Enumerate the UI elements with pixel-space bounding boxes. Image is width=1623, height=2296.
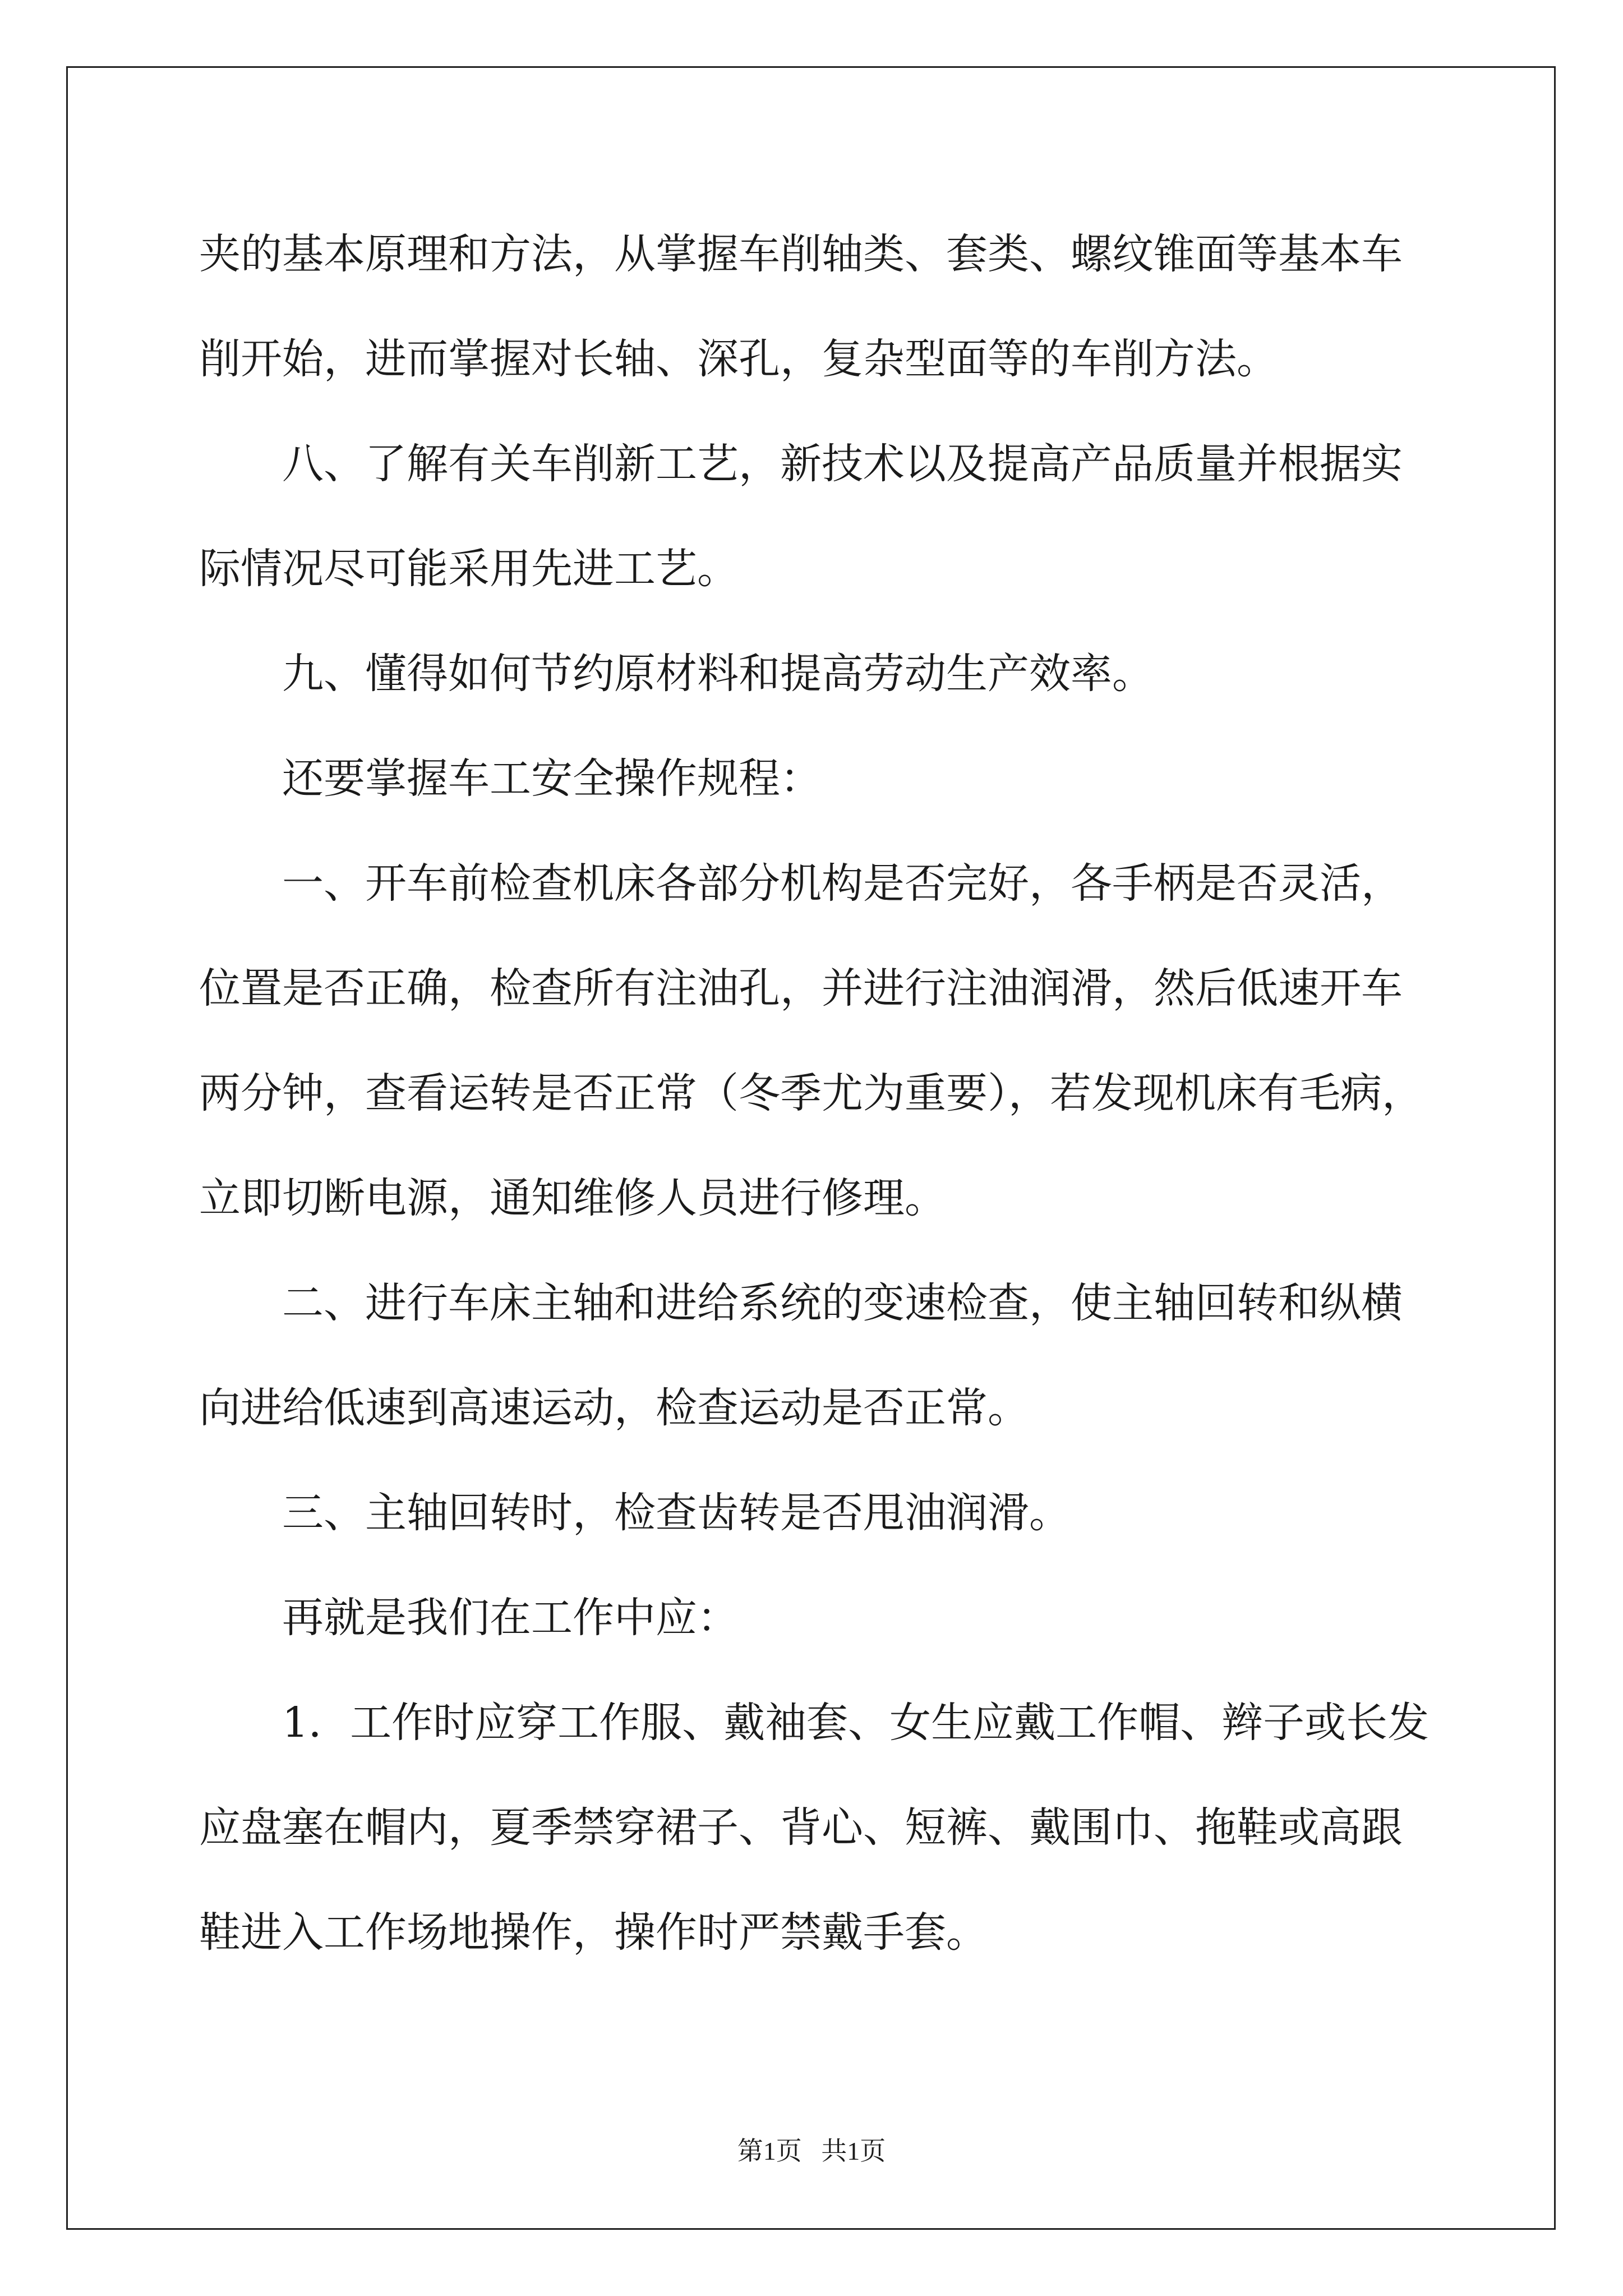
paragraph-item-8: 八、了解有关车削新工艺，新技术以及提高产品质量并根据实际情况尽可能采用先进工艺。 bbox=[199, 440, 1403, 593]
paragraph-continuation: 夹的基本原理和方法，从掌握车削轴类、套类、螺纹锥面等基本车削开始，进而掌握对长轴、深孔，复杂型面等的车削方法。 bbox=[199, 230, 1403, 383]
paragraph-safety-intro: 还要掌握车工安全操作规程： bbox=[282, 754, 822, 803]
page-total: 共1页 bbox=[821, 2137, 886, 2165]
paragraph-work-intro: 再就是我们在工作中应： bbox=[282, 1594, 739, 1642]
paragraph-item-9: 九、懂得如何节约原材料和提高劳动生产效率。 bbox=[282, 650, 1154, 698]
document-body bbox=[199, 202, 1433, 1985]
paragraph-safety-3: 三、主轴回转时，检查齿转是否甩油润滑。 bbox=[282, 1489, 1071, 1537]
paragraph-work-1: 1．工作时应穿工作服、戴袖套、女生应戴工作帽、辫子或长发应盘塞在帽内，夏季禁穿裙子、背心、短裤、戴围巾、拖鞋或高跟鞋进入工作场地操作，操作时严禁戴手套。 bbox=[199, 1699, 1430, 1957]
footer-spacer bbox=[802, 2137, 822, 2165]
page-footer bbox=[0, 2134, 1623, 2168]
paragraph-safety-2: 二、进行车床主轴和进给系统的变速检查，使主轴回转和纵横向进给低速到高速运动，检查运动是否正常。 bbox=[199, 1279, 1403, 1432]
paragraph-safety-1: 一、开车前检查机床各部分机构是否完好，各手柄是否灵活，位置是否正确，检查所有注油孔，并进行注油润滑，然后低速开车两分钟，查看运转是否正常（冬季尤为重要），若发现机床有毛病，立即切断电源，通知维修人员进行修理。 bbox=[199, 859, 1423, 1222]
page-number: 第1页 bbox=[737, 2137, 802, 2165]
